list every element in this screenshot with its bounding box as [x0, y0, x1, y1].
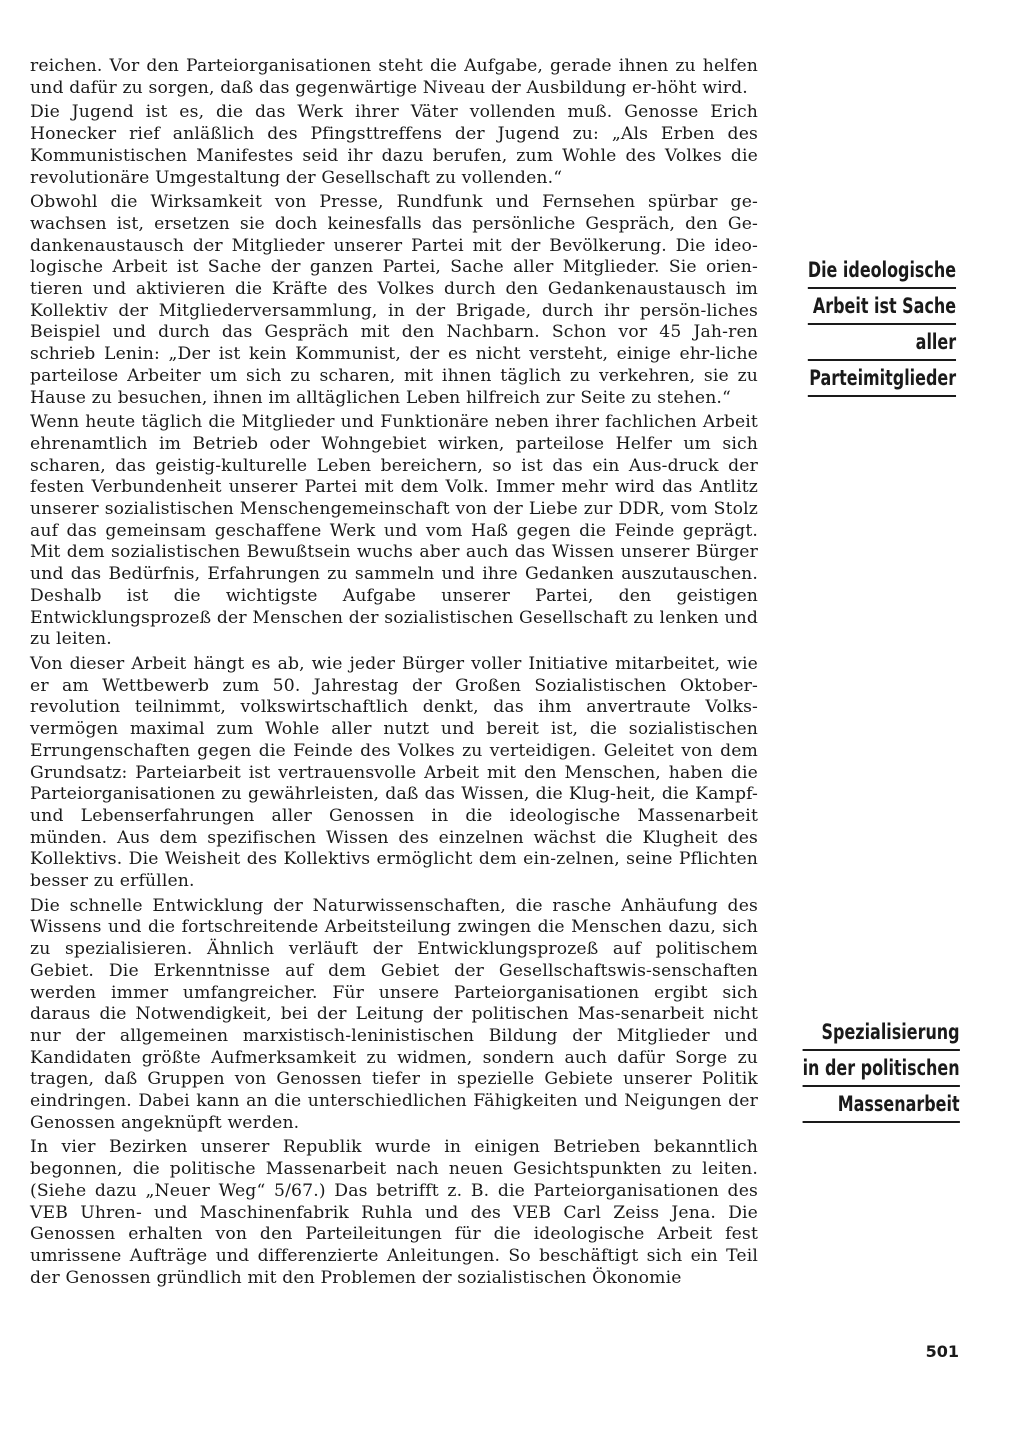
margin-note-line: Massenarbeit	[803, 1087, 960, 1123]
paragraph: In vier Bezirken unserer Republik wurde in einigen Betrieben bekanntlich begonnen, die politische Massenarbeit nach neuen Gesichtspunkten zu leiten. (Siehe dazu „Neuer Weg“ 5/67.) Das betrifft z. B. die Parteiorganisationen des VEB Uhren- und Maschinenfabrik Ruhla und des VEB Carl Zeiss Jena. Die Genossen erhalten von den Parteileitungen für die ideologische Arbeit fest umrissene Aufträge und differenzierte Anleitungen. So beschäftigt sich ein Teil der Genossen gründlich mit den Problemen der sozialistischen Ökonomie	[30, 1137, 758, 1288]
paragraph: Die Jugend ist es, die das Werk ihrer Väter vollenden muß. Genosse Erich Honecker rief anläßlich des Pfingsttreffens der Jugend zu: „Als Erben des Kommunistischen Manifestes seid ihr dazu berufen, zum Wohle des Volkes die revolutionäre Umgestaltung der Gesellschaft zu vollenden.“	[30, 102, 758, 188]
margin-note-specialization	[803, 1015, 960, 1123]
body-text-column	[30, 56, 758, 1292]
paragraph: reichen. Vor den Parteiorganisationen steht die Aufgabe, gerade ihnen zu helfen und dafür zu sorgen, daß das gegenwärtige Niveau der Ausbildung er-höht wird.	[30, 56, 758, 98]
margin-note-line: Die ideologische	[808, 253, 956, 289]
margin-note-line: in der politischen	[803, 1051, 960, 1087]
margin-note-line: aller	[808, 325, 956, 361]
margin-note-line: Arbeit ist Sache	[808, 289, 956, 325]
paragraph: Wenn heute täglich die Mitglieder und Funktionäre neben ihrer fachlichen Arbeit ehrenamtlich im Betrieb oder Wohngebiet wirken, parteilose Helfer um sich scharen, das geistig-kulturelle Leben bereichern, so ist das ein Aus-druck der festen Verbundenheit unserer Partei mit dem Volk. Immer mehr wird das Antlitz unserer sozialistischen Menschengemeinschaft von der Liebe zur DDR, vom Stolz auf das gemeinsam geschaffene Werk und vom Haß gegen die Feinde geprägt. Mit dem sozialistischen Bewußtsein wuchs aber auch das Wissen unserer Bürger und das Bedürfnis, Erfahrungen zu sammeln und ihre Gedanken auszutauschen. Deshalb ist die wichtigste Aufgabe unserer Partei, den geistigen Entwicklungsprozeß der Menschen der sozialistischen Gesellschaft zu lenken und zu leiten.	[30, 412, 758, 650]
page-number: 501	[925, 1342, 959, 1361]
paragraph: Von dieser Arbeit hängt es ab, wie jeder Bürger voller Initiative mitarbeitet, wie er am Wettbewerb zum 50. Jahrestag der Großen Sozialistischen Oktober-revolution teilnimmt, volkswirtschaftlich denkt, das ihm anvertraute Volks-vermögen maximal zum Wohle aller nutzt und bereit ist, die sozialistischen Errungenschaften gegen die Feinde des Volkes zu verteidigen. Geleitet von dem Grundsatz: Parteiarbeit ist vertrauensvolle Arbeit mit den Menschen, haben die Parteiorganisationen zu gewährleisten, daß das Wissen, die Klug-heit, die Kampf- und Lebenserfahrungen aller Genossen in die ideologische Massenarbeit münden. Aus dem spezifischen Wissen des einzelnen wächst die Klugheit des Kollektivs. Die Weisheit des Kollektivs ermöglicht dem ein-zelnen, seine Pflichten besser zu erfüllen.	[30, 653, 758, 892]
paragraph: Die schnelle Entwicklung der Naturwissenschaften, die rasche Anhäufung des Wissens und die fortschreitende Arbeitsteilung zwingen die Menschen dazu, sich zu spezialisieren. Ähnlich verläuft der Entwicklungsprozeß auf politischem Gebiet. Die Erkenntnisse auf dem Gebiet der Gesellschaftswis-senschaften werden immer umfangreicher. Für unsere Parteiorganisationen ergibt sich daraus die Notwendigkeit, bei der Leitung der politischen Mas-senarbeit nicht nur der allgemeinen marxistisch-leninistischen Bildung der Mitglieder und Kandidaten größte Aufmerksamkeit zu widmen, sondern auch dafür Sorge zu tragen, daß Gruppen von Genossen tiefer in spezielle Gebiete unserer Politik eindringen. Dabei kann an die unterschiedlichen Fähigkeiten und Neigungen der Genossen angeknüpft werden.	[30, 895, 758, 1133]
margin-note-ideological-work	[808, 253, 956, 397]
margin-note-line: Spezialisierung	[803, 1015, 960, 1051]
paragraph: Obwohl die Wirksamkeit von Presse, Rundfunk und Fernsehen spürbar ge-wachsen ist, ersetzen sie doch keinesfalls das persönliche Gespräch, den Ge-dankenaustausch der Mitglieder unserer Partei mit der Bevölkerung. Die ideo-logische Arbeit ist Sache der ganzen Partei, Sache aller Mitglieder. Sie orien-tieren und aktivieren die Kräfte des Volkes durch den Gedankenaustausch im Kollektiv der Mitgliederversammlung, in der Brigade, durch ihr persön-liches Beispiel und durch das Gespräch mit den Nachbarn. Schon vor 45 Jah-ren schrieb Lenin: „Der ist kein Kommunist, der es nicht versteht, einige ehr-liche parteilose Arbeiter um sich zu scharen, mit ihnen täglich zu verkehren, sie zu Hause zu besuchen, ihnen im alltäglichen Leben hilfreich zur Seite zu stehen.“	[30, 192, 758, 408]
margin-note-line: Parteimitglieder	[808, 361, 956, 397]
